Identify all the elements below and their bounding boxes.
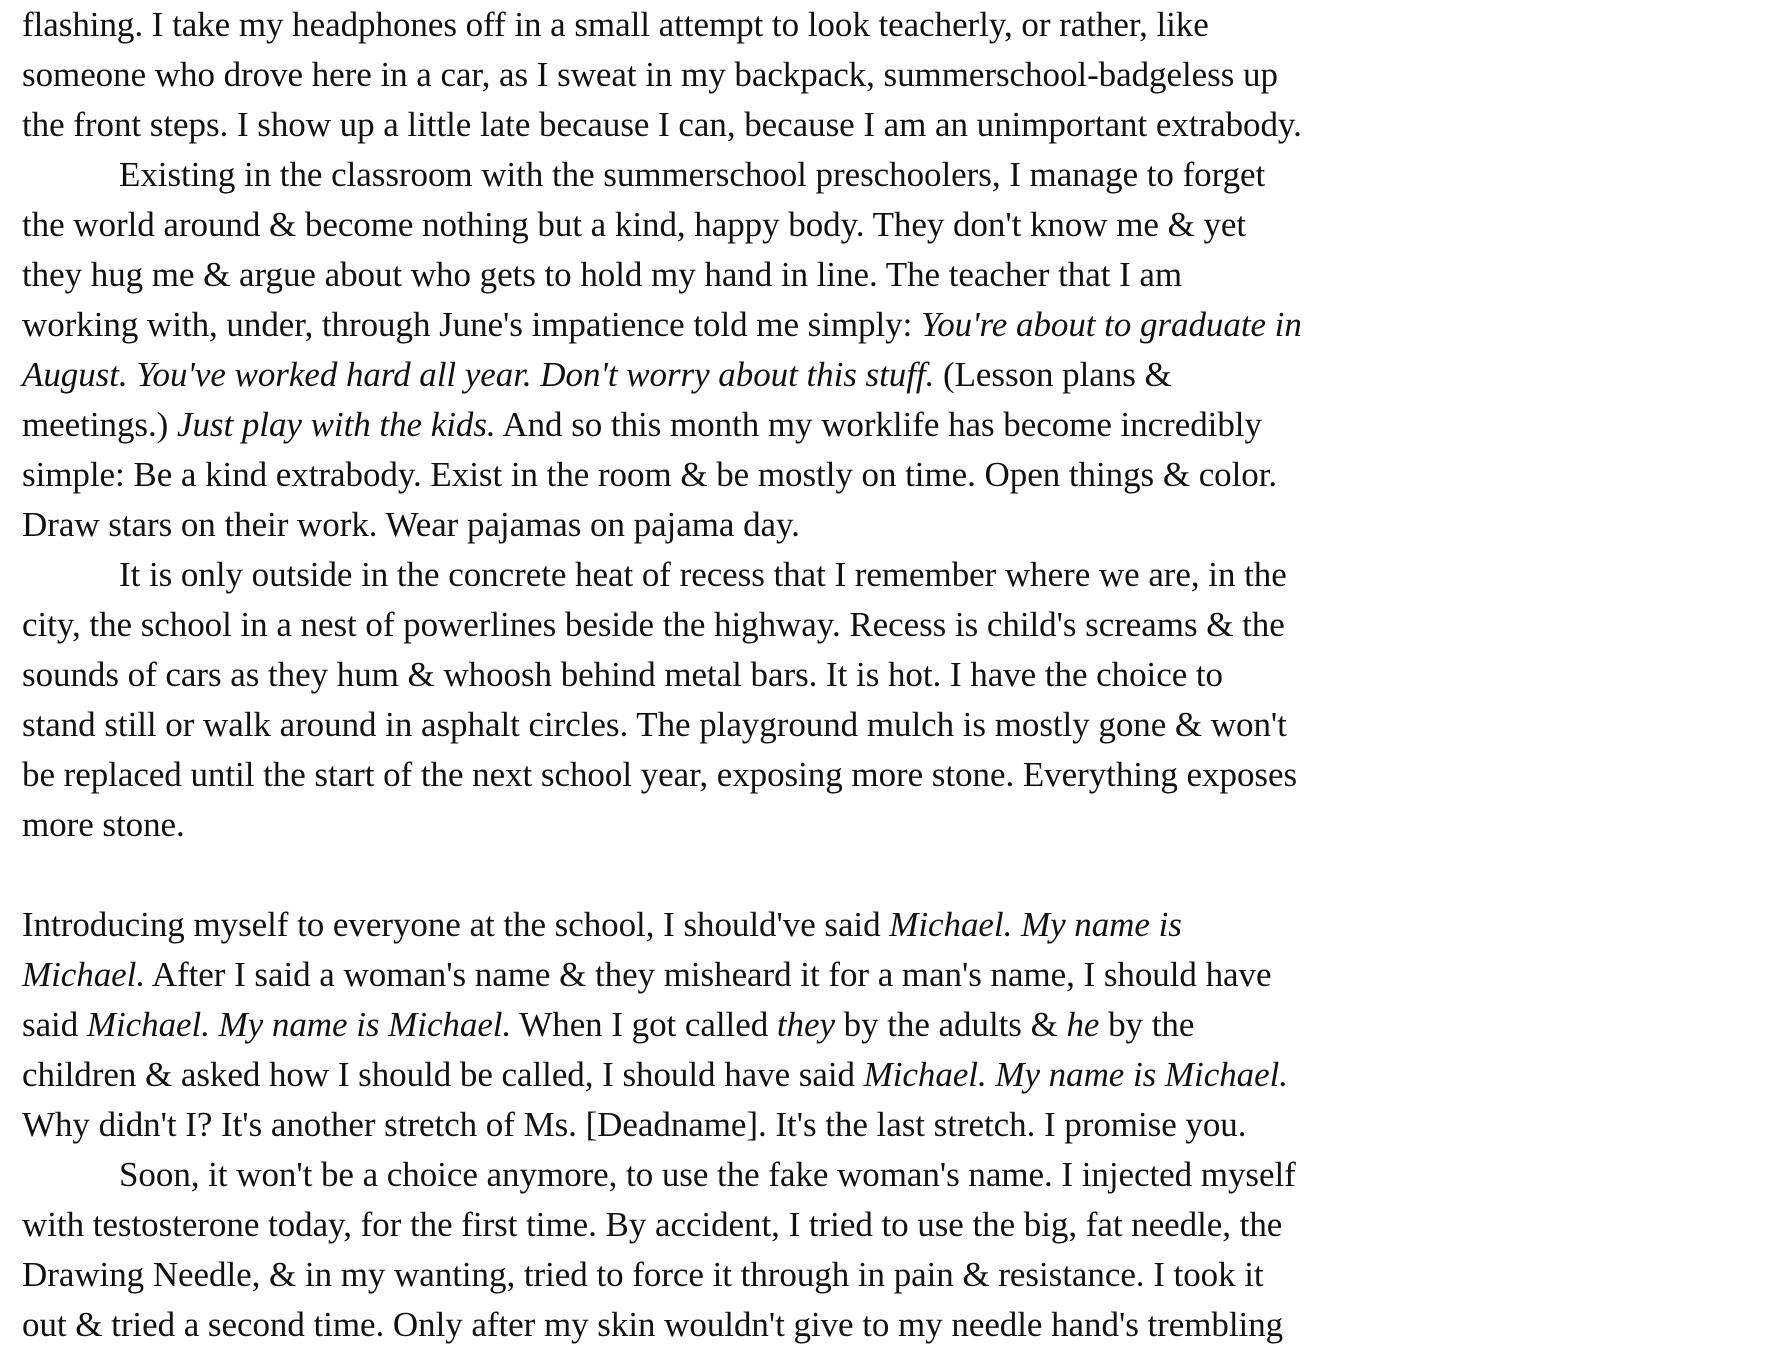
text-segment: with testosterone today, for the first time. By accident, I tried to use the big, fat needle, the [22,1205,1283,1244]
text-line [22,900,1442,950]
text-segment: city, the school in a nest of powerlines beside the highway. Recess is child's screams & the [22,605,1285,644]
text-segment: more stone. [22,805,185,844]
text-line [22,550,1442,600]
italic-text-segment: Michael. My name is Michael. [863,1055,1288,1094]
text-segment: simple: Be a kind extrabody. Exist in the room & be mostly on time. Open things & color. [22,455,1278,494]
paragraph-gap [22,850,1442,900]
text-segment: by the adults & [834,1005,1067,1044]
text-segment: meetings.) [22,405,177,444]
text-segment: When I got called [511,1005,777,1044]
italic-text-segment: he [1066,1005,1100,1044]
text-segment: Soon, it won't be a choice anymore, to use the fake woman's name. I injected myself [119,1155,1296,1194]
italic-text-segment: Michael. My name is [889,905,1182,944]
text-segment: (Lesson plans & [934,355,1172,394]
text-segment: Existing in the classroom with the summerschool preschoolers, I manage to forget [119,155,1266,194]
text-segment: And so this month my worklife has become incredibly [495,405,1262,444]
text-segment: Drawing Needle, & in my wanting, tried to force it through in pain & resistance. I took it [22,1255,1264,1294]
text-line [22,1150,1442,1200]
document-body [22,0,1442,1350]
text-segment: they hug me & argue about who gets to hold my hand in line. The teacher that I am [22,255,1183,294]
italic-text-segment: You're about to graduate in [921,305,1302,344]
text-segment: the world around & become nothing but a kind, happy body. They don't know me & yet [22,205,1247,244]
text-segment: out & tried a second time. Only after my skin wouldn't give to my needle hand's trembling [22,1305,1284,1344]
text-segment: flashing. I take my headphones off in a small attempt to look teacherly, or rather, like [22,5,1209,44]
text-segment: After I said a woman's name & they misheard it for a man's name, I should have [145,955,1272,994]
text-line [22,500,1442,550]
text-line [22,300,1442,350]
text-segment: Introducing myself to everyone at the school, I should've said [22,905,890,944]
italic-text-segment: August. You've worked hard all year. Don't worry about this stuff. [22,355,935,394]
italic-text-segment: they [776,1005,835,1044]
text-segment: sounds of cars as they hum & whoosh behind metal bars. It is hot. I have the choice to [22,655,1223,694]
text-line [22,250,1442,300]
text-line [22,1200,1442,1250]
text-line [22,1300,1442,1350]
text-line [22,0,1442,50]
text-segment: Draw stars on their work. Wear pajamas on pajama day. [22,505,800,544]
text-line [22,350,1442,400]
text-line [22,1100,1442,1150]
text-line [22,50,1442,100]
italic-text-segment: Just play with the kids. [176,405,496,444]
text-segment: be replaced until the start of the next school year, exposing more stone. Everything exposes [22,755,1298,794]
italic-text-segment: Michael. My name is Michael. [86,1005,512,1044]
text-line [22,450,1442,500]
text-line [22,1250,1442,1300]
text-segment: children & asked how I should be called, I should have said [22,1055,864,1094]
text-line [22,600,1442,650]
text-segment: working with, under, through June's impatience told me simply: [22,305,921,344]
text-line [22,200,1442,250]
text-line [22,800,1442,850]
italic-text-segment: Michael. [22,955,146,994]
text-line [22,1000,1442,1050]
text-line [22,950,1442,1000]
text-line [22,1050,1442,1100]
text-line [22,750,1442,800]
text-line [22,100,1442,150]
text-line [22,650,1442,700]
text-segment: said [22,1005,87,1044]
text-segment: It is only outside in the concrete heat of recess that I remember where we are, in the [119,555,1287,594]
text-line [22,700,1442,750]
text-line [22,400,1442,450]
text-segment: Why didn't I? It's another stretch of Ms. [Deadname]. It's the last stretch. I promise you. [22,1105,1247,1144]
text-segment: the front steps. I show up a little late because I can, because I am an unimportant extrabody. [22,105,1302,144]
text-line [22,150,1442,200]
text-segment: someone who drove here in a car, as I sweat in my backpack, summerschool-badgeless up [22,55,1278,94]
text-segment: by the [1099,1005,1195,1044]
text-segment: stand still or walk around in asphalt circles. The playground mulch is mostly gone & won't [22,705,1287,744]
